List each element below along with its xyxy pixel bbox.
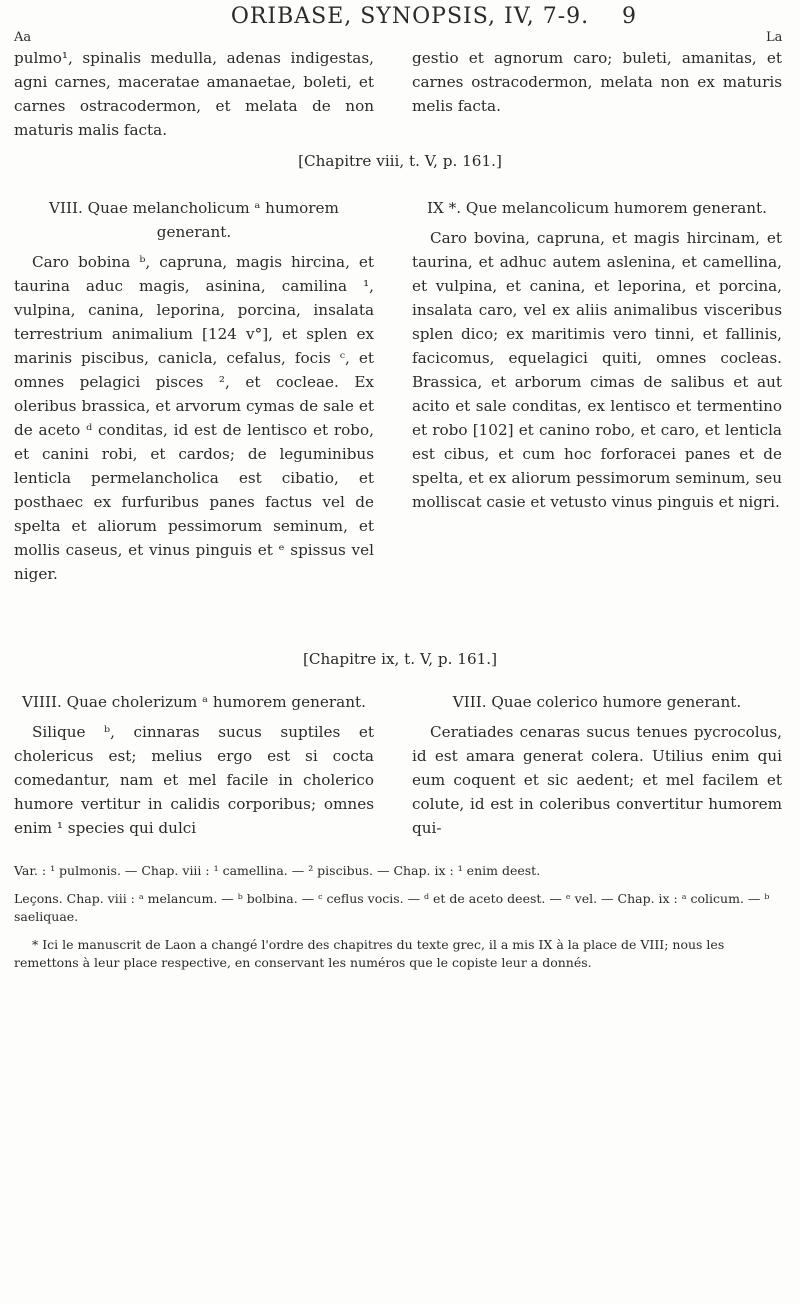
sec9-right-column	[412, 690, 782, 840]
sec9-right-paragraph: Ceratiades cenaras sucus tenues pycrocolus, id est amara generat colera. Utilius enim qui eum coquent et sic aedent; et mel facilem et colute, id est in coleribus convertitur humorem qui-	[412, 723, 782, 837]
chapter-ix-reference: [Chapitre ix, t. V, p. 161.]	[302, 650, 498, 668]
sec8-right-paragraph: Caro bovina, capruna, et magis hircinam, et taurina, et adhuc autem aslenina, et camellina, et vulpina, et canina, et leporina, et porcina, insalata caro, vel ex aliis animalibus visceribus splen dico; ex maritimis vero tinni, et fallinis, facicomus, equelagici quiti, omnes cocleas. Brassica, et arborum cimas de salibus et aut acito et sale conditas, ex lentisco et termentino et robo [102] et canino robo, et caro, et lenticla est cibus, et cum hoc forforacei panes et de spelta, et ex aliorum pessimorum seminum, seu molliscat casie et vetusto vinus pinguis et nigri.	[412, 229, 782, 511]
top-left-text	[14, 46, 374, 142]
top-right-paragraph: gestio et agnorum caro; buleti, amanitas, et carnes ostracodermon, melata non ex maturis melis facta.	[412, 49, 782, 115]
top-left-paragraph: pulmo¹, spinalis medulla, adenas indigestas, agni carnes, maceratae amanaetae, boleti, et carnes ostracodermon, et melata de non maturis malis facta.	[14, 49, 374, 139]
apparatus-notes	[14, 862, 784, 972]
top-right-text	[412, 46, 782, 118]
lecons-note: Leçons. Chap. viii : ᵃ melancum. — ᵇ bolbina. — ᶜ ceflus vocis. — ᵈ et de aceto deest. — ᵉ vel. — Chap. ix : ᵃ colicum. — ᵇ saeliquae.	[14, 891, 770, 924]
sec9-left-column	[14, 690, 374, 840]
running-title: ORIBASE, SYNOPSIS, IV, 7-9.	[230, 4, 590, 29]
siglum-right: La	[766, 30, 783, 45]
siglum-left: Aa	[14, 30, 32, 45]
page-number: 9	[622, 4, 636, 29]
sec8-right-title: IX *. Que melancolicum humorem generant.	[427, 199, 767, 217]
sec8-left-title: VIII. Quae melancholicum ᵃ humorem generant.	[49, 199, 339, 241]
variants-note: Var. : ¹ pulmonis. — Chap. viii : ¹ camellina. — ² piscibus. — Chap. ix : ¹ enim deest.	[14, 863, 541, 878]
sec8-left-column	[14, 196, 374, 586]
chapter-viii-reference: [Chapitre viii, t. V, p. 161.]	[298, 152, 502, 170]
sec9-right-title: VIII. Quae colerico humore generant.	[452, 693, 742, 711]
sec8-right-column	[412, 196, 782, 514]
sec8-left-paragraph: Caro bobina ᵇ, capruna, magis hircina, et taurina aduc magis, asinina, camilina ¹, vulpina, canina, leporina, porcina, insalata terrestrium animalium [124 v°], et splen ex marinis piscibus, canicla, cefalus, focis ᶜ, et omnes pelagici pisces ², et cocleae. Ex oleribus brassica, et arvorum cymas de sale et de aceto ᵈ conditas, id est de lentisco et robo, et canini robi, et cardos; de leguminibus lenticla permelancholica est cibatio, et posthaec ex furfuribus panes factus vel de spelta et aliorum pessimorum seminum, et mollis caseus, et vinus pinguis et ᵉ spissus vel niger.	[14, 253, 374, 583]
sec9-left-title: VIIII. Quae cholerizum ᵃ humorem generant.	[22, 693, 366, 711]
sec9-left-paragraph: Silique ᵇ, cinnaras sucus suptiles et cholericus est; melius ergo est si cocta comedantur, nam et mel facile in cholerico humore vertitur in calidis corporibus; omnes enim ¹ species qui dulci	[14, 723, 374, 837]
star-note: * Ici le manuscrit de Laon a changé l'ordre des chapitres du texte grec, il a mis IX à la place de VIII; nous les remettons à leur place respective, en conservant les numéros que le copiste leur a donnés.	[14, 937, 725, 970]
